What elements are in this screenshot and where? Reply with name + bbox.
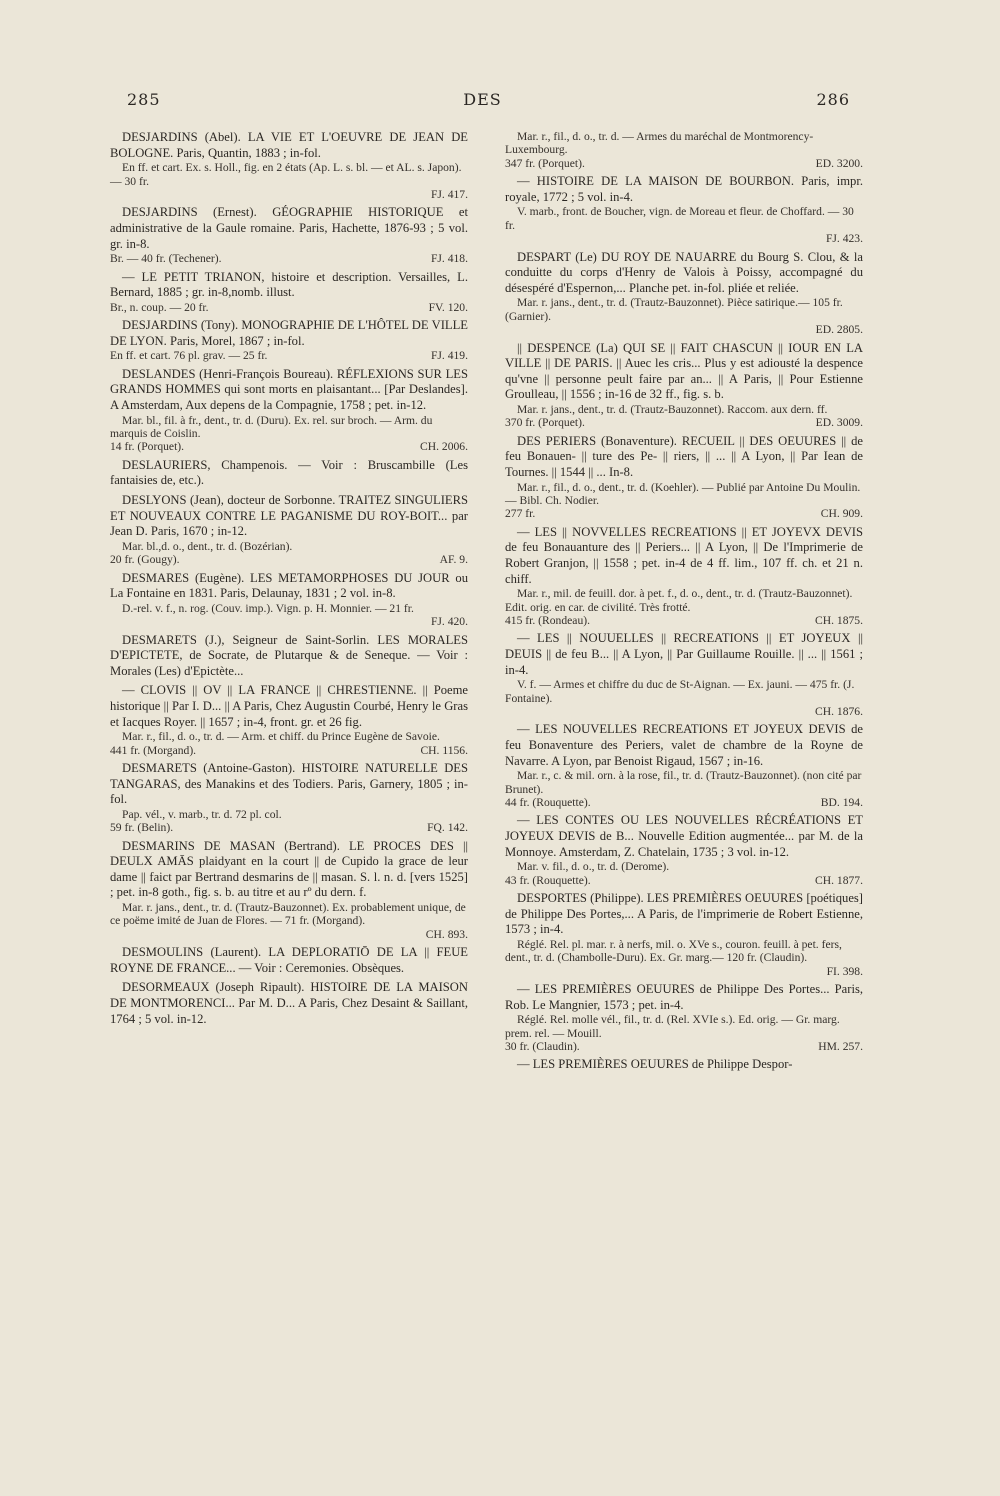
entry-sale-line [505,323,863,336]
entry-sale-line [110,349,468,362]
entry-sale-line [110,821,468,834]
entry-details: V. marb., front. de Boucher, vign. de Moreau et fleur. de Choffard. — 30 fr. [505,205,854,232]
entry-sale-line [110,615,468,628]
entry-reference: CH. 1876. [815,705,863,718]
entry-sale-line [505,874,863,887]
catalogue-entry [505,982,863,1053]
entry-reference: ED. 2805. [815,323,863,337]
entry-reference: FJ. 417. [430,188,468,201]
left-column [110,130,468,1031]
entry-reference: CH. 1875. [815,614,863,627]
entry-sale-line [505,614,863,627]
entry-sale-line [505,232,863,245]
entry-heading: DESLAURIERS, Champenois. — Voir : Bruscambille (Les fantaisies de, etc.). [110,457,468,488]
entry-price: 30 fr. (Claudin). [505,1040,580,1053]
entry-reference: CH. 1156. [420,743,468,757]
catalogue-entry [110,318,468,363]
entry-price: 43 fr. (Rouquette). [505,873,591,887]
entry-heading: DESMARETS (J.), Seigneur de Saint-Sorlin. LES MORALES D'EPICTETE, de Socrate, de Plutarque & de Seneque. — Voir : Morales (Les) d'Epictète... [110,632,468,678]
entry-price: 44 fr. (Rouquette). [505,796,591,809]
entry-sale-line [505,796,863,809]
catalogue-entry [505,1057,863,1073]
entry-sale-line [505,416,863,429]
entry-price: 441 fr. (Morgand). [110,743,197,757]
catalogue-entry [505,891,863,978]
entry-sale-line [505,705,863,718]
entry-details: Mar. r. jans., dent., tr. d. (Trautz-Bauzonnet). Ex. probablement unique, de ce poëme imité de Juan de Flores. — 71 fr. (Morgand). [110,900,466,928]
entry-sale-line [505,1040,863,1053]
catalogue-entry [505,525,863,628]
entry-price: 415 fr. (Rondeau). [505,614,590,627]
right-page-number: 286 [816,90,850,109]
entry-details: Mar. bl., fil. à fr., dent., tr. d. (Duru). Ex. rel. sur broch. — Arm. du marquis de Coislin. [110,413,433,440]
entry-details: En ff. et cart. Ex. s. Holl., fig. en 2 états (Ap. L. s. bl. — et AL. s. Japon). — 30 fr. [110,161,462,188]
catalogue-entry [110,367,468,454]
entry-price: 347 fr. (Porquet). [505,156,585,170]
entry-details: Mar. r., fil., d. o., tr. d. — Arm. et chiff. du Prince Eugène de Savoie. [122,730,440,744]
entry-reference: FJ. 419. [430,349,468,363]
catalogue-entry [110,493,468,567]
entry-details: Mar. r., fil., d. o., dent., tr. d. (Koehler). — Publié par Antoine Du Moulin. — Bibl. Ch. Nodier. [505,480,861,507]
entry-heading: DESMARINS DE MASAN (Bertrand). LE PROCES DES || DEULX AMĀS plaidyant en la court || de Cupido la grace de leur dame || faict par Bertrand desmarins de || masan. S. l. n. d. [vers 1525] ; pet. in-8 goth., fig. s. b. au titre et au rº du dern. f. [110,838,468,900]
entry-reference: FI. 398. [826,964,863,978]
entry-reference: FJ. 423. [825,232,863,246]
entry-reference: FJ. 420. [430,615,468,629]
entry-heading: — LES PREMIÈRES OEUURES de Philippe Despor- [517,1057,793,1072]
entry-heading: DESMARETS (Antoine-Gaston). HISTOIRE NATURELLE DES TANGARAS, des Manakins et des Todiers. Paris, Garnery, 1805 ; in-fol. [110,760,468,807]
entry-sale-line [505,157,863,170]
entry-heading: — CLOVIS || OV || LA FRANCE || CHRESTIENNE. || Poeme historique || Par I. D... || A Paris, Chez Augustin Courbé, Henry le Gras et Iacques Royer. || 1657 ; in-4, front. gr. et 26 fig. [110,683,468,729]
entry-heading: — LES || NOVVELLES RECREATIONS || ET JOYEVX DEVIS de feu Bonauanture des || Periers... || A Lyon, || De l'Imprimerie de Robert Granjon, || 1558 ; pet. in-4 de 4 ff. lim., 107 ff. ch. et 21 n. chiff. [505,524,863,586]
entry-reference: FQ. 142. [427,821,468,835]
entry-heading: DESJARDINS (Ernest). GÉOGRAPHIE HISTORIQUE et administrative de la Gaule romaine. Paris, Hachette, 1876-93 ; 5 vol. gr. in-8. [110,205,468,251]
entry-details: Mar. r., c. & mil. orn. à la rose, fil., tr. d. (Trautz-Bauzonnet). (non cité par Brunet). [505,769,862,796]
entry-sale-line [110,301,468,314]
entry-reference: ED. 3009. [815,416,863,430]
entry-heading: — LES CONTES OU LES NOUVELLES RÉCRÉATIONS ET JOYEUX DEVIS de B... Nouvelle Edition augmentée... par M. de la Monnoye. Amsterdam, Z. Chatelain, 1735 ; 3 vol. in-12. [505,813,863,859]
right-column [505,130,863,1077]
entry-price: Br., n. coup. — 20 fr. [110,300,209,314]
catalogue-entry [110,571,468,629]
catalogue-entry [110,205,468,265]
catalogue-entry [505,813,863,887]
running-title: DES [463,90,502,109]
entry-sale-line [110,928,468,941]
entry-sale-line [505,965,863,978]
catalogue-entry [110,633,468,680]
entry-heading: DESORMEAUX (Joseph Ripault). HISTOIRE DE LA MAISON DE MONTMORENCI... Par M. D... A Paris, Chez Desaint & Saillant, 1764 ; 5 vol. in-12. [110,980,468,1026]
entry-reference: HM. 257. [818,1040,863,1053]
entry-reference: BD. 194. [820,796,863,809]
catalogue-entry [505,434,863,521]
entry-heading: || DESPENCE (La) QUI SE || FAIT CHASCUN || IOUR EN LA VILLE || DE PARIS. || Auec les cris... Plus y est adiousté la despence qu'vne || personne peult faire par an... || A Paris, || Pour Estienne Groulleau, || 1556 ; in-16 de 32 ff., fig. s. b. [505,340,863,402]
catalogue-entry [505,722,863,809]
entry-heading: DESJARDINS (Tony). MONOGRAPHIE DE L'HÔTEL DE VILLE DE LYON. Paris, Morel, 1867 ; in-fol. [110,318,468,348]
entry-heading: DESMOULINS (Laurent). LA DEPLORATIŌ DE LA || FEUE ROYNE DE FRANCE... — Voir : Ceremonies. Obsèques. [110,945,468,975]
catalogue-entry [110,458,468,489]
entry-price: 59 fr. (Belin). [110,821,174,835]
entry-sale-line [505,507,863,520]
catalogue-entry [505,341,863,430]
entry-heading: DESPORTES (Philippe). LES PREMIÈRES OEUURES [poétiques] de Philippe Des Portes,... A Paris, de l'imprimerie de Robert Estienne, 1573 ; in-4. [505,891,863,937]
entry-details: V. f. — Armes et chiffre du duc de St-Aignan. — Ex. jauni. — 475 fr. (J. Fontaine). [505,678,855,705]
entry-sale-line [110,440,468,453]
entry-heading: DESMARES (Eugène). LES METAMORPHOSES DU JOUR ou La Fontaine en 1831. Paris, Delaunay, 1831 ; 2 vol. in-8. [110,570,468,601]
entry-details: Mar. r. jans., dent., tr. d. (Trautz-Bauzonnet). Raccom. aux dern. ff. [517,403,828,416]
entry-details: Pap. vél., v. marb., tr. d. 72 pl. col. [122,807,282,821]
catalogue-entry [110,945,468,976]
entry-reference: ED. 3200. [815,156,863,170]
entry-heading: — LES || NOUUELLES || RECREATIONS || ET JOYEUX || DEUIS || de feu B... || A Lyon, || Par Guillaume Rouille. || ... || 1561 ; in-4. [505,631,863,677]
entry-sale-line [110,744,468,757]
catalogue-entry [505,130,863,170]
entry-sale-line [110,188,468,201]
entry-price: 14 fr. (Porquet). [110,440,185,454]
entry-price: 277 fr. [505,507,536,521]
entry-details: Mar. r., fil., d. o., tr. d. — Armes du maréchal de Montmorency-Luxembourg. [505,130,814,157]
left-page-number: 285 [127,90,161,109]
page-header [115,90,850,112]
entry-reference: AF. 9. [439,553,468,567]
entry-price: En ff. et cart. 76 pl. grav. — 25 fr. [110,349,268,363]
catalogue-entry [505,250,863,337]
catalogue-entry [110,839,468,942]
catalogue-entry [505,631,863,718]
entry-heading: — LES NOUVELLES RECREATIONS ET JOYEUX DEVIS de feu Bonaventure des Periers, valet de chambre de la Royne de Navarre. A Lyon, par Benoist Rigaud, 1567 ; in-16. [505,722,863,768]
entry-heading: — HISTOIRE DE LA MAISON DE BOURBON. Paris, impr. royale, 1772 ; 5 vol. in-4. [505,174,863,204]
entry-details: D.-rel. v. f., n. rog. (Couv. imp.). Vign. p. H. Monnier. — 21 fr. [122,601,414,615]
entry-details: Mar. bl.,d. o., dent., tr. d. (Bozérian). [122,539,293,553]
entry-details: Réglé. Rel. pl. mar. r. à nerfs, mil. o. XVe s., couron. feuill. à pet. fers, dent., tr. d. (Chambolle-Duru). Ex. Gr. marg.— 120 fr. (Claudin). [505,937,842,965]
entry-reference: FJ. 418. [430,252,468,266]
entry-heading: DESJARDINS (Abel). LA VIE ET L'OEUVRE DE JEAN DE BOLOGNE. Paris, Quantin, 1883 ; in-fol. [110,130,468,160]
catalogue-entry [110,761,468,835]
catalogue-entry [505,174,863,245]
entry-details: Mar. v. fil., d. o., tr. d. (Derome). [517,860,670,874]
entry-reference: CH. 1877. [815,873,863,887]
entry-heading: DESLYONS (Jean), docteur de Sorbonne. TRAITEZ SINGULIERS ET NOUVEAUX CONTRE LE PAGANISME DU ROY-BOIT... par Jean D. Paris, 1670 ; in-12. [110,492,468,539]
entry-price: 370 fr. (Porquet). [505,416,585,430]
entry-sale-line [110,553,468,566]
entry-reference: CH. 2006. [420,440,468,454]
entry-heading: DESLANDES (Henri-François Boureau). RÉFLEXIONS SUR LES GRANDS HOMMES qui sont morts en plaisantant... [Par Deslandes]. A Amsterdam, Aux depens de la Compagnie, 1758 ; pet. in-12. [110,366,468,412]
entry-heading: DES PERIERS (Bonaventure). RECUEIL || DES OEUURES || de feu Bonauen- || ture des Pe- || riers, || ... || A Lyon, || Par Iean de Tournes. || 1544 || ... In-8. [505,433,863,479]
entry-heading: — LES PREMIÈRES OEUURES de Philippe Des Portes... Paris, Rob. Le Mangnier, 1573 ; pet. in-4. [505,982,863,1012]
entry-details: Mar. r. jans., dent., tr. d. (Trautz-Bauzonnet). Pièce satirique.— 105 fr. (Garnier). [505,296,843,323]
entry-reference: FV. 120. [428,300,468,314]
entry-price: 20 fr. (Gougy). [110,553,180,567]
entry-heading: — LE PETIT TRIANON, histoire et description. Versailles, L. Bernard, 1885 ; gr. in-8,nomb. illust. [110,269,468,300]
entry-details: Réglé. Rel. molle vél., fil., tr. d. (Rel. XVIe s.). Ed. orig. — Gr. marg. prem. rel. — Mouill. [505,1013,840,1040]
catalogue-entry [110,980,468,1027]
entry-sale-line [110,252,468,265]
entry-reference: CH. 893. [425,927,468,941]
entry-heading: DESPART (Le) DU ROY DE NAUARRE du Bourg S. Clou, & la conduitte du corps d'Henry de Valois à Poissy, accompagné du désespéré d'Espernon,... Planche pet. in-fol. pliée et reliée. [505,249,863,295]
catalogue-entry [110,683,468,757]
catalogue-entry [110,130,468,201]
catalogue-entry [110,270,468,315]
entry-price: Br. — 40 fr. (Techener). [110,252,222,266]
entry-details: Mar. r., mil. de feuill. dor. à pet. f., d. o., dent., tr. d. (Trautz-Bauzonnet). Edit. orig. en car. de civilité. Très frotté. [505,587,853,614]
entry-reference: CH. 909. [820,507,863,521]
